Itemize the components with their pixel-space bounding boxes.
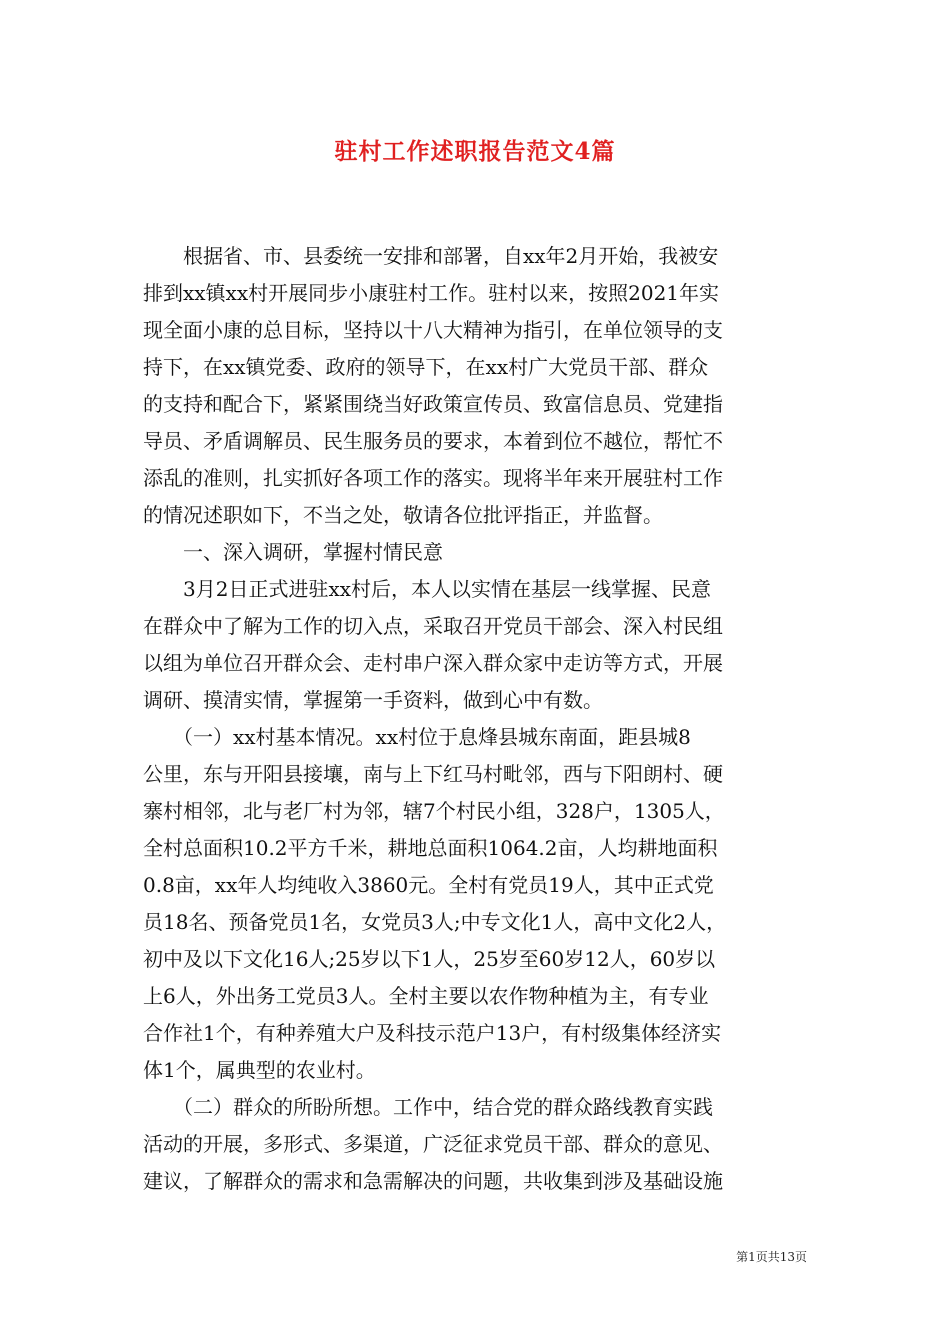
body-line: （一）xx村基本情况。xx村位于息烽县城东南面，距县城8 — [143, 725, 691, 749]
body-line: 全村总面积10.2平方千米，耕地总面积1064.2亩，人均耕地面积 — [143, 836, 718, 860]
body-line: 的支持和配合下，紧紧围绕当好政策宣传员、致富信息员、党建指 — [143, 392, 723, 416]
document-title: 驻村工作述职报告范文4篇 — [334, 138, 616, 165]
body-line: 建议，了解群众的需求和急需解决的问题，共收集到涉及基础设施 — [143, 1169, 723, 1193]
body-line: 活动的开展，多形式、多渠道，广泛征求党员干部、群众的意见、 — [143, 1132, 723, 1156]
body-line: 以组为单位召开群众会、走村串户深入群众家中走访等方式，开展 — [143, 651, 723, 675]
body-line: 在群众中了解为工作的切入点，采取召开党员干部会、深入村民组 — [143, 614, 723, 638]
body-line: 现全面小康的总目标，坚持以十八大精神为指引，在单位领导的支 — [143, 318, 723, 342]
body-line: 添乱的准则，扎实抓好各项工作的落实。现将半年来开展驻村工作 — [143, 466, 723, 490]
body-line: 体1个，属典型的农业村。 — [143, 1058, 376, 1082]
section-heading: 一、深入调研，掌握村情民意 — [143, 540, 443, 564]
body-line: 调研、摸清实情，掌握第一手资料，做到心中有数。 — [143, 688, 603, 712]
body-line: 初中及以下文化16人;25岁以下1人，25岁至60岁12人，60岁以 — [143, 947, 716, 971]
body-line: 持下，在xx镇党委、政府的领导下，在xx村广大党员干部、群众 — [143, 355, 709, 379]
body-line: 0.8亩，xx年人均纯收入3860元。全村有党员19人，其中正式党 — [143, 873, 714, 897]
body-line: 的情况述职如下，不当之处，敬请各位批评指正，并监督。 — [143, 503, 663, 527]
page-number: 第1页共13页 — [736, 1250, 807, 1264]
body-line: 寨村相邻，北与老厂村为邻，辖7个村民小组，328户，1305人， — [143, 799, 725, 823]
body-line: 3月2日正式进驻xx村后，本人以实情在基层一线掌握、民意 — [143, 577, 712, 601]
document-body — [143, 238, 807, 1200]
body-line: 导员、矛盾调解员、民生服务员的要求，本着到位不越位，帮忙不 — [143, 429, 723, 453]
body-line: 员18名、预备党员1名，女党员3人;中专文化1人，高中文化2人， — [143, 910, 727, 934]
body-line: （二）群众的所盼所想。工作中，结合党的群众路线教育实践 — [143, 1095, 713, 1119]
body-line: 根据省、市、县委统一安排和部署，自xx年2月开始，我被安 — [143, 244, 719, 268]
body-line: 公里，东与开阳县接壤，南与上下红马村毗邻，西与下阳朗村、硬 — [143, 762, 723, 786]
body-line: 上6人，外出务工党员3人。全村主要以农作物种植为主，有专业 — [143, 984, 709, 1008]
body-line: 排到xx镇xx村开展同步小康驻村工作。驻村以来，按照2021年实 — [143, 281, 720, 305]
body-line: 合作社1个，有种养殖大户及科技示范户13户，有村级集体经济实 — [143, 1021, 722, 1045]
